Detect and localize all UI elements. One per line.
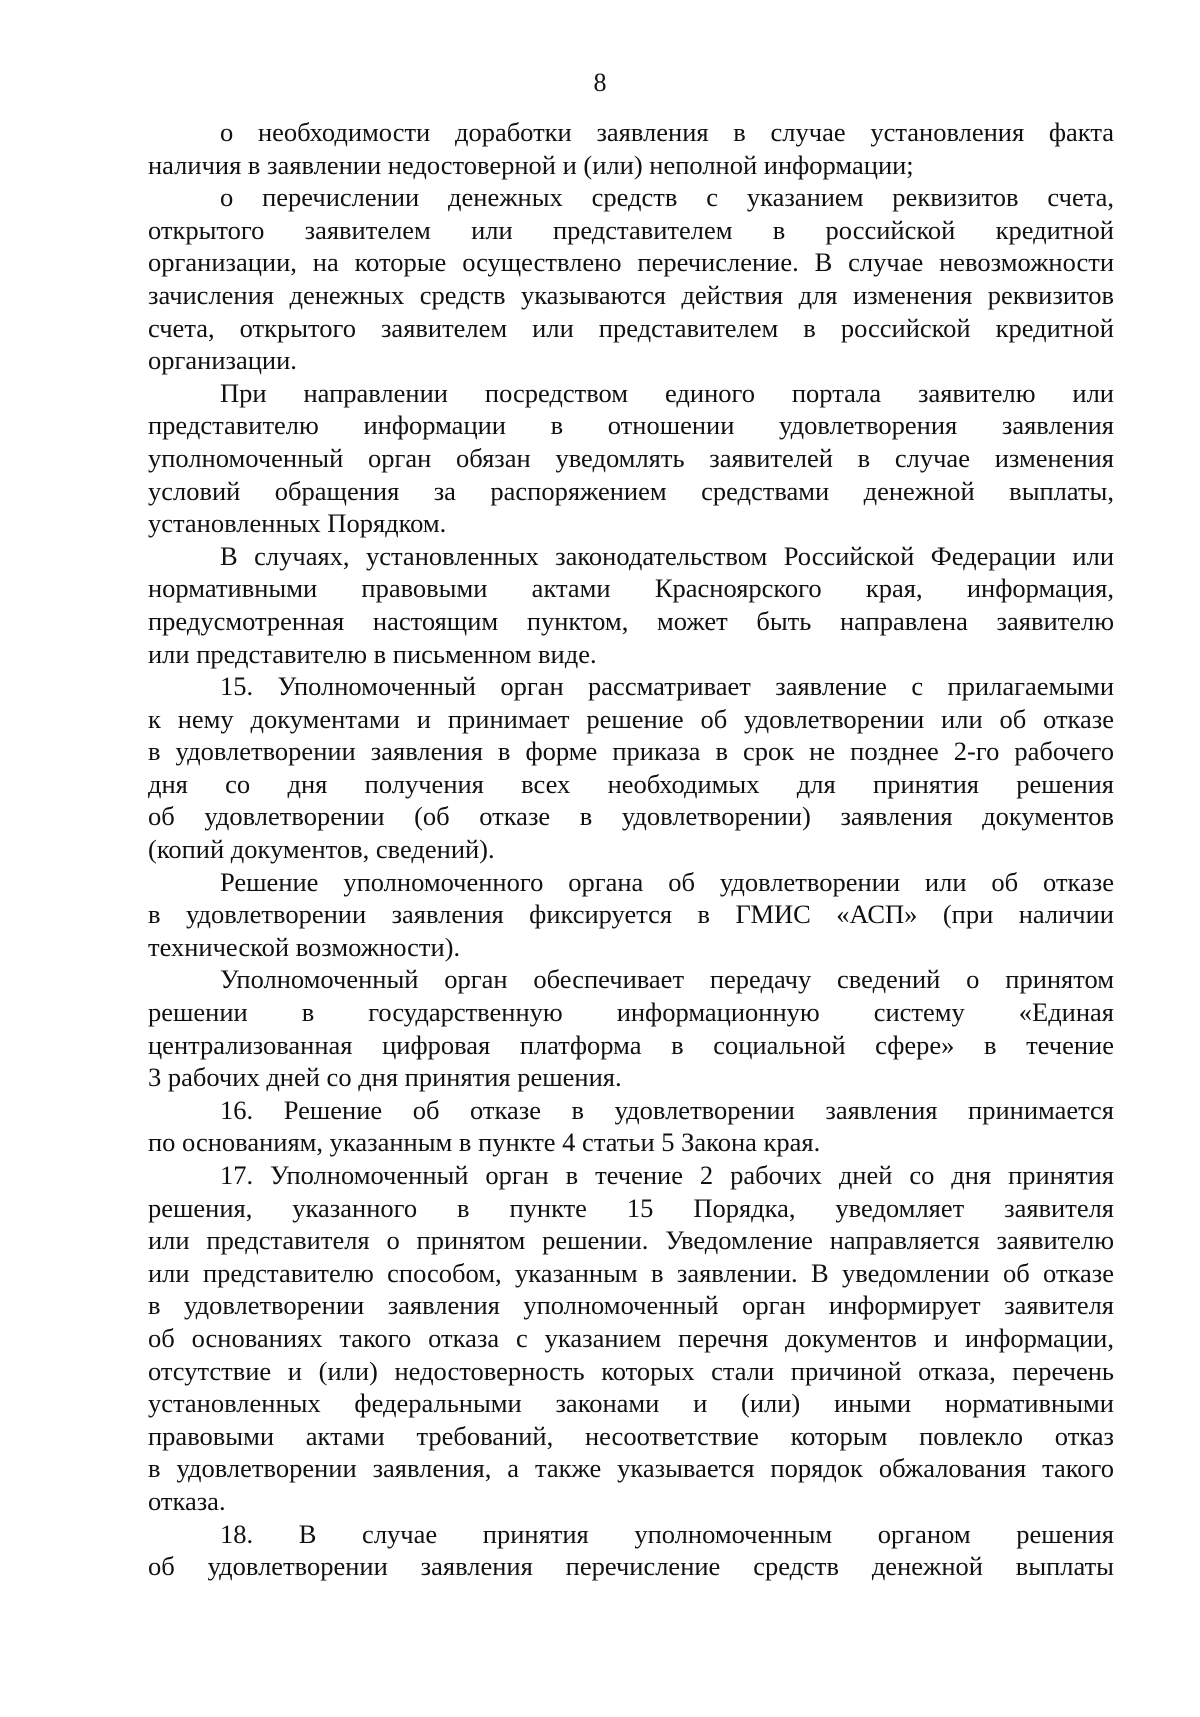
text-line: организации. xyxy=(148,345,297,376)
paragraph xyxy=(148,670,1114,866)
text-line: 17. Уполномоченный орган в течение 2 рабочих дней со дня принятия xyxy=(220,1160,1114,1190)
page-number: 8 xyxy=(593,68,607,97)
text-line: наличия в заявлении недостоверной и (или) неполной информации; xyxy=(148,149,914,180)
paragraph xyxy=(148,1159,1114,1518)
paragraph xyxy=(148,866,1114,964)
text-line: нормативными правовыми актами Красноярского края, информация, xyxy=(148,573,1114,604)
text-line: об удовлетворении заявления перечисление средств денежной выплаты xyxy=(148,1551,1114,1582)
document-body xyxy=(148,116,1114,1583)
text-line: зачисления денежных средств указываются действия для изменения реквизитов xyxy=(148,279,1114,310)
text-line: 16. Решение об отказе в удовлетворении заявления принимается xyxy=(220,1094,1114,1125)
text-line: предусмотренная настоящим пунктом, может быть направлена заявителю xyxy=(148,605,1114,636)
text-line: установленных федеральными законами и (или) иными нормативными xyxy=(148,1388,1114,1419)
text-line: решения, указанного в пункте 15 Порядка, уведомляет заявителя xyxy=(148,1192,1114,1223)
text-line: уполномоченный орган обязан уведомлять заявителей в случае изменения xyxy=(148,442,1114,473)
text-line: представителю информации в отношении удовлетворения заявления xyxy=(148,410,1114,441)
text-line: решении в государственную информационную систему «Единая xyxy=(148,997,1114,1028)
text-line: или представителя о принятом решении. Уведомление направляется заявителю xyxy=(148,1225,1114,1256)
text-line: отсутствие и (или) недостоверность которых стали причиной отказа, перечень xyxy=(148,1355,1114,1386)
text-line: или представителю в письменном виде. xyxy=(148,638,597,669)
paragraph xyxy=(148,1518,1114,1583)
text-line: в удовлетворении заявления в форме приказа в срок не позднее 2-го рабочего xyxy=(148,736,1114,767)
paragraph xyxy=(148,1094,1114,1159)
text-line: 3 рабочих дней со дня принятия решения. xyxy=(148,1062,622,1093)
text-line: в удовлетворении заявления уполномоченный орган информирует заявителя xyxy=(148,1290,1114,1321)
text-line: 15. Уполномоченный орган рассматривает заявление с прилагаемыми xyxy=(220,671,1114,702)
text-line: по основаниям, указанным в пункте 4 статьи 5 Закона края. xyxy=(148,1127,821,1158)
text-line: об удовлетворении (об отказе в удовлетворении) заявления документов xyxy=(148,801,1114,832)
paragraph xyxy=(148,540,1114,670)
text-line: о перечислении денежных средств с указанием реквизитов счета, xyxy=(220,182,1114,213)
text-line: или представителю способом, указанным в заявлении. В уведомлении об отказе xyxy=(148,1257,1114,1288)
paragraph xyxy=(148,963,1114,1093)
text-line: Решение уполномоченного органа об удовлетворении или об отказе xyxy=(220,866,1114,897)
text-line: правовыми актами требований, несоответствие которым повлекло отказ xyxy=(148,1420,1114,1451)
text-line: открытого заявителем или представителем в российской кредитной xyxy=(148,214,1114,245)
text-line: Уполномоченный орган обеспечивает передачу сведений о принятом xyxy=(220,964,1114,995)
text-line: к нему документами и принимает решение об удовлетворении или об отказе xyxy=(148,703,1114,734)
text-line: организации, на которые осуществлено перечисление. В случае невозможности xyxy=(148,247,1114,278)
text-line: счета, открытого заявителем или представителем в российской кредитной xyxy=(148,312,1114,343)
text-line: В случаях, установленных законодательством Российской Федерации или xyxy=(220,540,1114,571)
text-line: в удовлетворении заявления фиксируется в ГМИС «АСП» (при наличии xyxy=(148,899,1114,930)
text-line: условий обращения за распоряжением средствами денежной выплаты, xyxy=(148,475,1114,506)
text-line: (копий документов, сведений). xyxy=(148,834,495,865)
text-line: о необходимости доработки заявления в случае установления факта xyxy=(220,117,1114,147)
text-line: об основаниях такого отказа с указанием перечня документов и информации, xyxy=(148,1322,1114,1353)
text-line: централизованная цифровая платформа в социальной сфере» в течение xyxy=(148,1029,1114,1060)
text-line: 18. В случае принятия уполномоченным органом решения xyxy=(220,1518,1114,1549)
text-line: в удовлетворении заявления, а также указывается порядок обжалования такого xyxy=(148,1453,1114,1484)
text-line: При направлении посредством единого портала заявителю или xyxy=(220,377,1114,408)
text-line: технической возможности). xyxy=(148,931,461,962)
paragraph xyxy=(148,377,1114,540)
text-line: дня со дня получения всех необходимых для принятия решения xyxy=(148,768,1114,799)
paragraph xyxy=(148,116,1114,181)
paragraph xyxy=(148,181,1114,377)
text-line: установленных Порядком. xyxy=(148,508,447,539)
text-line: отказа. xyxy=(148,1485,226,1516)
